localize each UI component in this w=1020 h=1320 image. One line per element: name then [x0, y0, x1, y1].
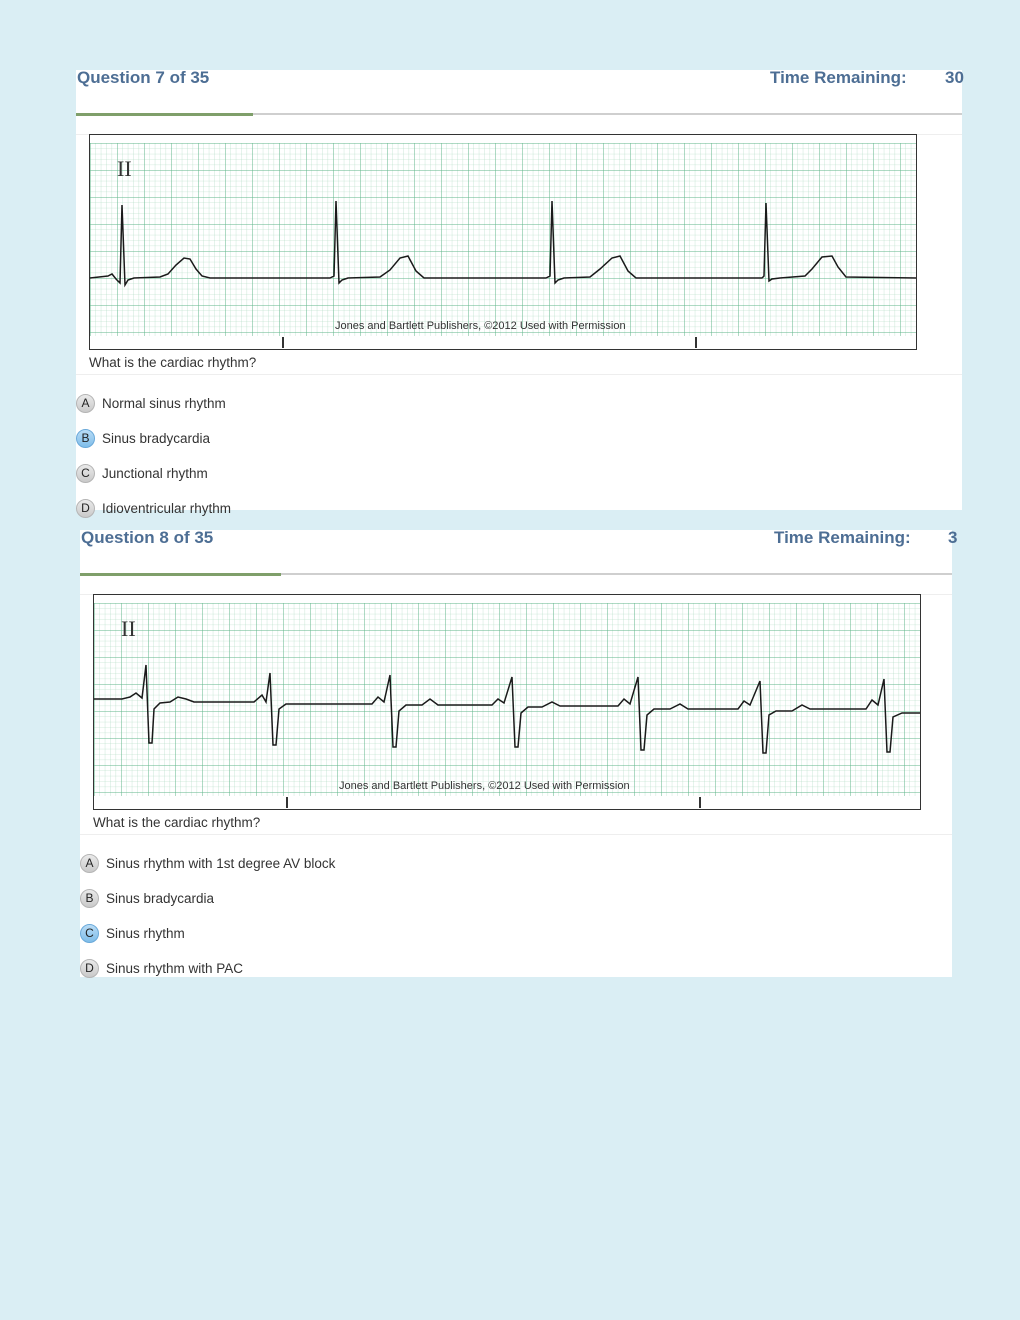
- divider: [76, 374, 962, 375]
- option-b-badge[interactable]: B: [76, 429, 95, 448]
- option-b-badge[interactable]: B: [80, 889, 99, 908]
- option-b-label: Sinus bradycardia: [102, 430, 211, 446]
- question-panel-8: [80, 528, 958, 977]
- time-remaining-value: 30: [945, 68, 964, 87]
- ecg-time-marker: [695, 337, 697, 348]
- option-d-badge[interactable]: D: [76, 499, 95, 518]
- question-prompt: What is the cardiac rhythm?: [93, 815, 261, 830]
- option-d-label: Idioventricular rhythm: [102, 500, 232, 516]
- question-panel-7: [76, 68, 964, 516]
- option-b-label: Sinus bradycardia: [106, 890, 215, 906]
- ecg-time-marker: [286, 797, 288, 808]
- ecg-grid: [94, 603, 920, 796]
- option-d[interactable]: [76, 498, 231, 518]
- time-remaining-label: Time Remaining:: [774, 528, 911, 547]
- option-a-badge[interactable]: A: [76, 394, 95, 413]
- option-a[interactable]: [80, 853, 335, 873]
- progress-fill: [80, 573, 281, 576]
- option-c[interactable]: [76, 463, 208, 483]
- progress-bar: [76, 113, 962, 115]
- question-header: [76, 70, 962, 116]
- option-a-label: Normal sinus rhythm: [102, 395, 226, 411]
- option-d[interactable]: [80, 958, 243, 978]
- ecg-strip: [93, 594, 921, 810]
- ecg-lead-label: II: [117, 156, 132, 181]
- option-c-label: Sinus rhythm: [106, 925, 185, 941]
- ecg-grid: [90, 143, 916, 336]
- option-c-badge[interactable]: C: [76, 464, 95, 483]
- option-d-label: Sinus rhythm with PAC: [106, 960, 244, 976]
- question-prompt: What is the cardiac rhythm?: [89, 355, 257, 370]
- option-b[interactable]: [76, 428, 210, 448]
- option-c-label: Junctional rhythm: [102, 465, 208, 481]
- ecg-credit: Jones and Bartlett Publishers, ©2012 Used with Permission: [339, 780, 630, 792]
- option-b[interactable]: [80, 888, 214, 908]
- time-remaining-value: 3: [948, 528, 958, 547]
- ecg-lead-label: II: [121, 616, 136, 641]
- option-a-label: Sinus rhythm with 1st degree AV block: [106, 855, 336, 871]
- question-number: Question 8 of 35: [81, 528, 214, 547]
- ecg-time-marker: [282, 337, 284, 348]
- ecg-credit: Jones and Bartlett Publishers, ©2012 Used with Permission: [335, 320, 626, 332]
- divider: [80, 834, 952, 835]
- progress-fill: [76, 113, 253, 116]
- question-header: [80, 528, 958, 576]
- ecg-time-marker: [699, 797, 701, 808]
- option-a[interactable]: [76, 393, 226, 413]
- question-number: Question 7 of 35: [77, 68, 210, 87]
- progress-bar: [80, 573, 952, 575]
- ecg-strip: [89, 134, 917, 350]
- time-remaining-label: Time Remaining:: [770, 68, 907, 87]
- option-a-badge[interactable]: A: [80, 854, 99, 873]
- option-c[interactable]: [80, 923, 185, 943]
- option-d-badge[interactable]: D: [80, 959, 99, 978]
- option-c-badge[interactable]: C: [80, 924, 99, 943]
